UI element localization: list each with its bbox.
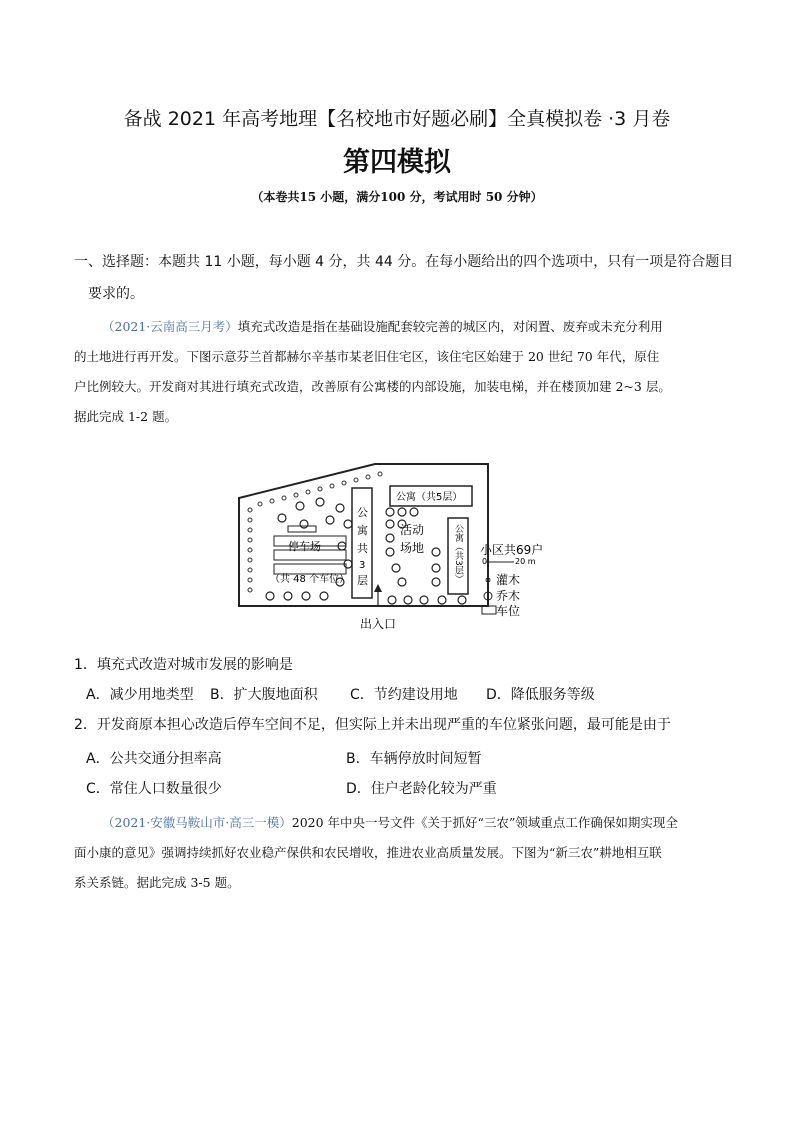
passage-1 bbox=[74, 312, 734, 432]
households-label: 小区共69户 bbox=[480, 543, 544, 557]
passage-1-line-4: 据此完成 1-2 题。 bbox=[74, 409, 178, 424]
exam-subtitle: （本卷共15 小题，满分100 分，考试用时 50 分钟） bbox=[251, 190, 543, 204]
passage-1-line-1: 填充式改造是指在基础设施配套较完善的城区内，对闲置、废弃或未充分利用 bbox=[237, 319, 663, 334]
apartment-mid-char-1: 公 bbox=[357, 506, 368, 519]
passage-1-line-3: 户比例较大。开发商对其进行填充式改造，改善原有公寓楼的内部设施，加装电梯，并在楼顶加建 2~3 层。 bbox=[74, 379, 671, 394]
apartment-top-label: 公寓（共5层） bbox=[396, 492, 463, 503]
activity-area-line-2: 场地 bbox=[400, 541, 425, 555]
instruction-line-2: 要求的。 bbox=[88, 286, 144, 302]
question-1-options bbox=[86, 680, 736, 710]
question-2-options-row-2 bbox=[86, 774, 736, 804]
apartment-mid-char-3: 共 bbox=[357, 542, 368, 555]
residential-area-map bbox=[230, 458, 570, 638]
question-1-stem: 1．填充式改造对城市发展的影响是 bbox=[74, 657, 293, 673]
question-2-stem: 2．开发商原本担心改造后停车空间不足，但实际上并未出现严重的车位紧张问题，最可能是由于 bbox=[74, 717, 671, 733]
legend-shrub-label: 灌木 bbox=[496, 573, 521, 587]
activity-area-line-1: 活动 bbox=[400, 523, 425, 537]
q1-option-a[interactable]: A．减少用地类型 bbox=[86, 687, 194, 703]
scale-zero: 0 bbox=[482, 557, 488, 566]
q1-option-d[interactable]: D．降低服务等级 bbox=[486, 687, 595, 703]
q2-option-d[interactable]: D．住户老龄化较为严重 bbox=[346, 781, 497, 797]
apartment-mid-char-5: 层 bbox=[357, 574, 368, 587]
entrance-label: 出入口 bbox=[360, 617, 397, 631]
legend-parking-label: 车位 bbox=[496, 604, 521, 618]
passage-2 bbox=[74, 808, 734, 898]
passage-2-line-2: 面小康的意见》强调持续抓好农业稳产保供和农民增收，推进农业高质量发展。下图为“新三农”耕地相互联 bbox=[74, 845, 662, 860]
passage-2-source: （2021·安徽马鞍山市·高三一模） bbox=[102, 815, 292, 830]
parking-lot-label: 停车场 bbox=[288, 540, 321, 553]
passage-1-line-2: 的土地进行再开发。下图示意芬兰首都赫尔辛基市某老旧住宅区，该住宅区始建于 20 世纪 70 年代，原住 bbox=[74, 349, 660, 364]
apartment-right-label: 公寓（共3层） bbox=[453, 524, 463, 584]
scale-label: 20 m bbox=[515, 557, 536, 566]
section-instruction bbox=[74, 246, 734, 310]
passage-2-line-3: 系关系链。据此完成 3-5 题。 bbox=[74, 875, 240, 890]
passage-2-line-1: 2020 年中央一号文件《关于抓好“三农”领域重点工作确保如期实现全 bbox=[291, 815, 678, 830]
q2-option-c[interactable]: C．常住人口数量很少 bbox=[86, 781, 222, 797]
apartment-mid-char-2: 寓 bbox=[357, 524, 368, 537]
apartment-mid-char-4: 3 bbox=[359, 560, 366, 571]
entrance-arrow-head bbox=[374, 584, 382, 592]
parking-count-label: （共 48 个车位） bbox=[270, 574, 350, 585]
exam-header-title: 备战 2021 年高考地理【名校地市好题必刷】全真模拟卷 ·3 月卷 bbox=[123, 108, 671, 130]
passage-1-source: （2021·云南高三月考） bbox=[102, 319, 238, 334]
q2-option-a[interactable]: A．公共交通分担率高 bbox=[86, 751, 222, 767]
instruction-line-1: 一、选择题：本题共 11 小题，每小题 4 分，共 44 分。在每小题给出的四个选项中，只有一项是符合题目 bbox=[74, 254, 734, 270]
legend-parking-symbol bbox=[482, 606, 496, 614]
question-2-options-row-1 bbox=[86, 744, 736, 774]
q2-option-b[interactable]: B．车辆停放时间短暂 bbox=[346, 751, 482, 767]
exam-main-title: 第四模拟 bbox=[343, 147, 451, 178]
legend-tree-label: 乔木 bbox=[496, 589, 521, 603]
q1-option-c[interactable]: C．节约建设用地 bbox=[350, 687, 458, 703]
q1-option-b[interactable]: B．扩大腹地面积 bbox=[210, 687, 318, 703]
